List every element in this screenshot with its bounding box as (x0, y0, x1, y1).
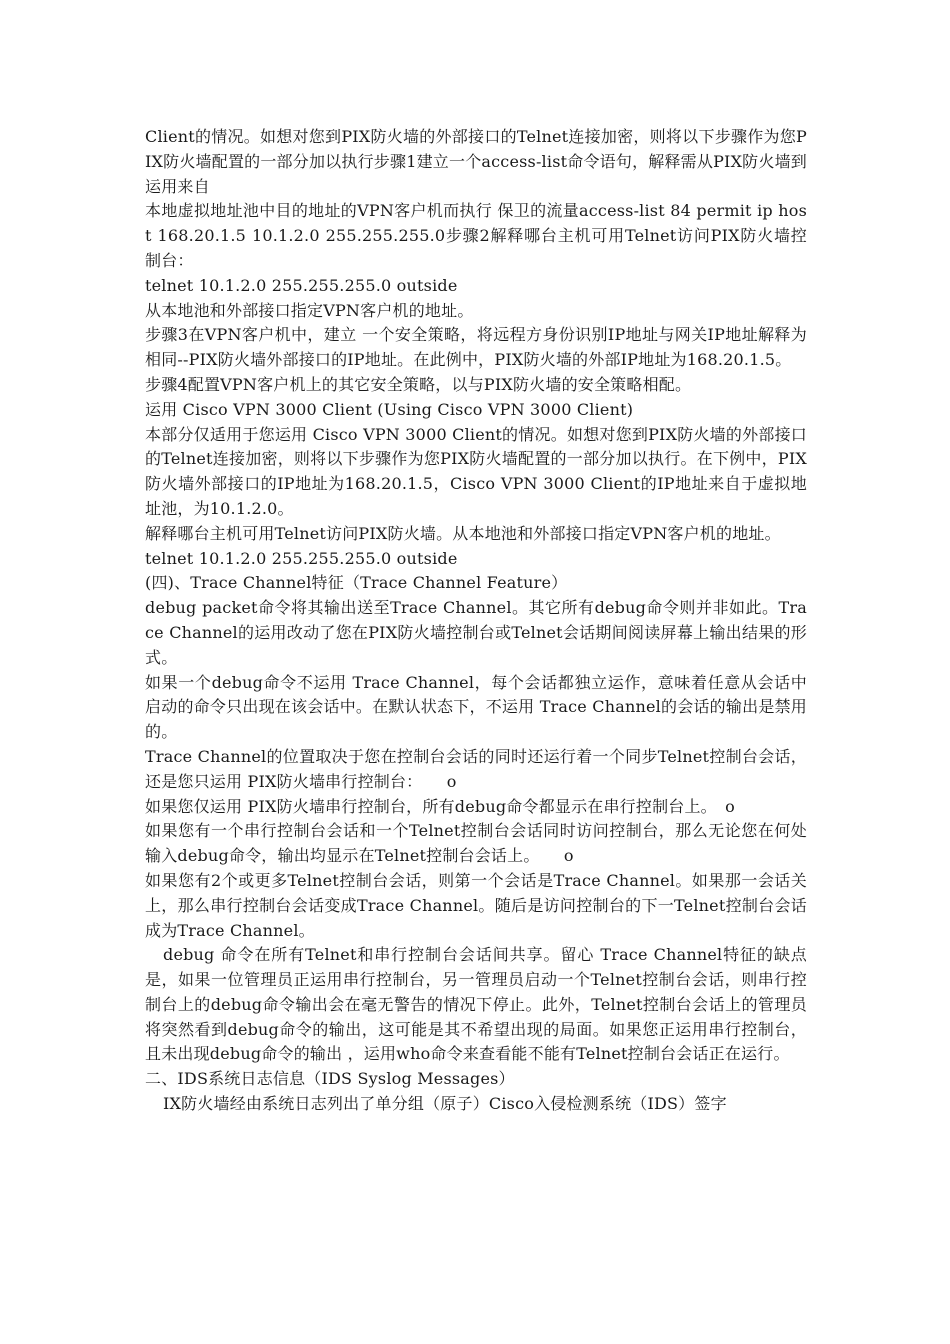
paragraph-debug-independent: 如果一个debug命令不运用 Trace Channel，每个会话都独立运作，意味着任意从会话中启动的命令只出现在该会话中。在默认状态下，不运用 Trace Channel的会话的输出是禁用的。 (145, 672, 807, 742)
paragraph-telnet-command: telnet 10.1.2.0 255.255.255.0 outside (145, 275, 458, 295)
section-heading-trace-channel: (四)、Trace Channel特征（Trace Channel Feature） (145, 573, 568, 593)
paragraph-debug-packet: debug packet命令将其输出送至Trace Channel。其它所有debug命令则并非如此。Trace Channel的运用改动了您在PIX防火墙控制台或Telnet会话期间阅读屏幕上输出结果的形式。 (145, 598, 807, 667)
paragraph-ids-intro: IX防火墙经由系统日志列出了单分组（原子）Cisco入侵检测系统（IDS）签字 (163, 1094, 727, 1114)
paragraph-serial-and-telnet: 如果您有一个串行控制台会话和一个Telnet控制台会话同时访问控制台，那么无论您在何处输入debug命令，输出均显示在Telnet控制台会话上。 o (145, 821, 807, 866)
paragraph-serial-only: 如果您仅运用 PIX防火墙串行控制台，所有debug命令都显示在串行控制台上。 o (145, 796, 735, 816)
paragraph-trace-location: Trace Channel的位置取决于您在控制台会话的同时还运行着一个同步Telnet控制台会话，还是您只运用 PIX防火墙串行控制台： o (145, 746, 807, 791)
paragraph-access-list-step: 本地虚拟地址池中目的地址的VPN客户机而执行 保卫的流量access-list 84 permit ip host 168.20.1.5 10.1.2.0 255.255.255.0步骤2解释哪台主机可用Telnet访问PIX防火墙控制台： (145, 201, 807, 270)
paragraph-pool-interface: 从本地池和外部接口指定VPN客户机的地址。 (145, 300, 474, 320)
section-heading-cisco-vpn-3000: 运用 Cisco VPN 3000 Client (Using Cisco VPN 3000 Client) (145, 399, 634, 419)
paragraph-telnet-command-2: telnet 10.1.2.0 255.255.255.0 outside (145, 548, 458, 568)
paragraph-telnet-hosts: 解释哪台主机可用Telnet访问PIX防火墙。从本地池和外部接口指定VPN客户机的地址。 (145, 523, 781, 543)
paragraph-vpn-3000-usage: 本部分仅适用于您运用 Cisco VPN 3000 Client的情况。如想对您到PIX防火墙的外部接口的Telnet连接加密，则将以下步骤作为您PIX防火墙配置的一部分加以执行。在下例中，PIX防火墙外部接口的IP地址为168.20.1.5，Cisco VPN 3000 Client的IP地址来自于虚拟地址池，为10.1.2.0。 (145, 424, 807, 518)
paragraph-multiple-telnet: 如果您有2个或更多Telnet控制台会话，则第一个会话是Trace Channel。如果那一会话关上，那么串行控制台会话变成Trace Channel。随后是访问控制台的下一Telnet控制台会话成为Trace Channel。 (145, 870, 807, 940)
paragraph-debug-shared: debug 命令在所有Telnet和串行控制台会话间共享。留心 Trace Channel特征的缺点是，如果一位管理员正运用串行控制台，另一管理员启动一个Telnet控制台会话，则串行控制台上的debug命令输出会在毫无警告的情况下停止。此外，Telnet控制台会话上的管理员将突然看到debug命令的输出，这可能是其不希望出现的局面。如果您正运用串行控制台，且未出现debug命令的输出 ，运用who命令来查看能不能有Telnet控制台会话正在运行。 (145, 945, 807, 1064)
paragraph-step-4: 步骤4配置VPN客户机上的其它安全策略，以与PIX防火墙的安全策略相配。 (145, 374, 692, 394)
paragraph-telnet-encryption-intro: Client的情况。如想对您到PIX防火墙的外部接口的Telnet连接加密，则将以下步骤作为您PIX防火墙配置的一部分加以执行步骤1建立一个access-list命令语句，解释需从PIX防火墙到运用来自 (145, 127, 807, 196)
document-body (145, 125, 807, 1117)
paragraph-step-3: 步骤3在VPN客户机中，建立 一个安全策略，将远程方身份识别IP地址与网关IP地址解释为相同--PIX防火墙外部接口的IP地址。在此例中，PIX防火墙的外部IP地址为168.20.1.5。 (145, 325, 807, 370)
section-heading-ids-syslog: 二、IDS系统日志信息（IDS Syslog Messages） (145, 1069, 515, 1089)
